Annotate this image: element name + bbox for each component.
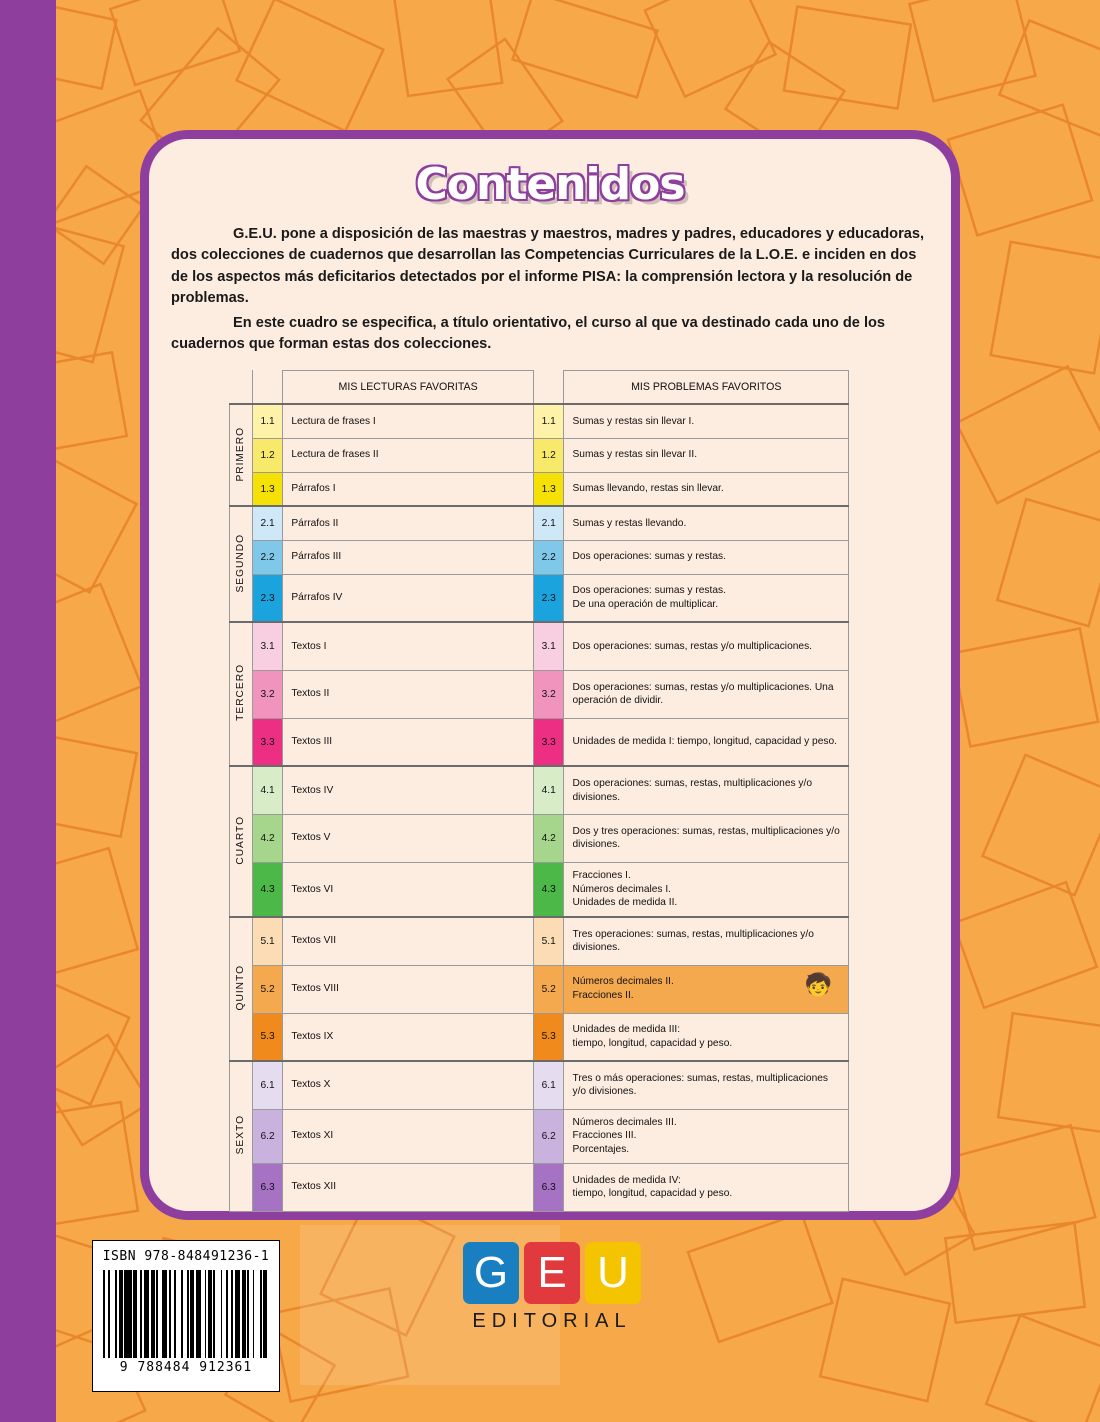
- problema-code: 4.3: [533, 862, 564, 917]
- problema-code: 6.2: [533, 1109, 564, 1163]
- table-row: [230, 404, 849, 438]
- problema-code: 2.1: [533, 506, 564, 540]
- problema-code: 4.1: [533, 766, 564, 814]
- barcode-number: 9 788484 912361: [119, 1360, 253, 1375]
- contents-table-body: [230, 404, 849, 1211]
- lectura-code: 6.1: [252, 1061, 283, 1109]
- publisher-logo: [452, 1242, 652, 1333]
- table-row: [230, 814, 849, 862]
- problema-code: 3.3: [533, 718, 564, 766]
- problema-code: 1.3: [533, 472, 564, 506]
- lectura-title: Textos XI: [283, 1109, 534, 1163]
- lectura-code: 2.2: [252, 540, 283, 574]
- course-label-tercero: TERCERO: [230, 622, 253, 766]
- table-row: [230, 1109, 849, 1163]
- contents-table-wrapper: [229, 370, 911, 1212]
- lectura-code: 5.3: [252, 1013, 283, 1061]
- lectura-title: Textos VII: [283, 917, 534, 965]
- problema-code: 4.2: [533, 814, 564, 862]
- lectura-code: 1.3: [252, 472, 283, 506]
- logo-subtitle: EDITORIAL: [472, 1310, 632, 1332]
- logo-letter-g: G: [463, 1242, 519, 1304]
- isbn-label: ISBN 978-848491236-1: [102, 1249, 270, 1264]
- lectura-code: 4.2: [252, 814, 283, 862]
- problema-code: 2.2: [533, 540, 564, 574]
- table-row: [230, 965, 849, 1013]
- intro-paragraph-2: En este cuadro se especifica, a título orientativo, el curso al que va destinado cada uno de los cuadernos que forman estas dos colecciones.: [171, 315, 886, 353]
- barcode-bars: [103, 1270, 269, 1358]
- course-label-segundo: SEGUNDO: [230, 506, 253, 622]
- problema-code: 6.3: [533, 1163, 564, 1211]
- problema-description: Dos y tres operaciones: sumas, restas, multiplicaciones y/o divisiones.: [564, 814, 849, 862]
- table-header-lecturas: MIS LECTURAS FAVORITAS: [283, 370, 534, 404]
- table-row: [230, 472, 849, 506]
- lectura-title: Textos II: [283, 670, 534, 718]
- lectura-title: Textos IV: [283, 766, 534, 814]
- lectura-code: 4.3: [252, 862, 283, 917]
- lectura-code: 5.1: [252, 917, 283, 965]
- problema-description: Números decimales II. Fracciones II. 🧒: [564, 965, 849, 1013]
- problema-description: Sumas y restas llevando.: [564, 506, 849, 540]
- problema-code: 3.2: [533, 670, 564, 718]
- lectura-title: Textos VI: [283, 862, 534, 917]
- problema-description: Dos operaciones: sumas y restas. De una operación de multiplicar.: [564, 574, 849, 622]
- lectura-code: 5.2: [252, 965, 283, 1013]
- problema-code: 2.3: [533, 574, 564, 622]
- lectura-code: 2.1: [252, 506, 283, 540]
- problema-code: 3.1: [533, 622, 564, 670]
- lectura-code: 6.3: [252, 1163, 283, 1211]
- table-row: [230, 622, 849, 670]
- table-row: [230, 438, 849, 472]
- lectura-title: Lectura de frases II: [283, 438, 534, 472]
- course-label-primero: PRIMERO: [230, 404, 253, 506]
- lectura-title: Textos X: [283, 1061, 534, 1109]
- table-row: [230, 574, 849, 622]
- problema-description: Dos operaciones: sumas y restas.: [564, 540, 849, 574]
- lectura-code: 2.3: [252, 574, 283, 622]
- table-row: [230, 1013, 849, 1061]
- problema-description: Unidades de medida IV: tiempo, longitud, capacidad y peso.: [564, 1163, 849, 1211]
- problema-description: Unidades de medida I: tiempo, longitud, capacidad y peso.: [564, 718, 849, 766]
- table-row: [230, 917, 849, 965]
- problema-code: 1.2: [533, 438, 564, 472]
- course-label-sexto: SEXTO: [230, 1061, 253, 1211]
- table-row: [230, 540, 849, 574]
- problema-description: Sumas y restas sin llevar I.: [564, 404, 849, 438]
- lectura-title: Textos III: [283, 718, 534, 766]
- course-label-quinto: QUINTO: [230, 917, 253, 1061]
- lectura-title: Párrafos II: [283, 506, 534, 540]
- lectura-code: 4.1: [252, 766, 283, 814]
- table-row: [230, 766, 849, 814]
- lectura-title: Textos XII: [283, 1163, 534, 1211]
- table-row: [230, 718, 849, 766]
- contents-card: [140, 130, 960, 1220]
- problema-code: 5.1: [533, 917, 564, 965]
- table-header-corner-3: [533, 370, 564, 404]
- lectura-title: Textos I: [283, 622, 534, 670]
- lectura-code: 1.2: [252, 438, 283, 472]
- child-figure-icon: 🧒: [804, 971, 832, 997]
- lectura-title: Textos VIII: [283, 965, 534, 1013]
- problema-description: Unidades de medida III: tiempo, longitud, capacidad y peso.: [564, 1013, 849, 1061]
- problema-code: 6.1: [533, 1061, 564, 1109]
- lectura-title: Textos IX: [283, 1013, 534, 1061]
- course-label-cuarto: CUARTO: [230, 766, 253, 917]
- lectura-title: Párrafos III: [283, 540, 534, 574]
- lectura-code: 6.2: [252, 1109, 283, 1163]
- page-title: Contenidos: [415, 159, 685, 210]
- contents-table: [229, 370, 849, 1212]
- problema-description: Dos operaciones: sumas, restas y/o multiplicaciones.: [564, 622, 849, 670]
- table-header-problemas: MIS PROBLEMAS FAVORITOS: [564, 370, 849, 404]
- isbn-barcode-box: [92, 1240, 280, 1392]
- lectura-title: Párrafos IV: [283, 574, 534, 622]
- table-row: [230, 506, 849, 540]
- problema-description: Fracciones I. Números decimales I. Unidades de medida II.: [564, 862, 849, 917]
- problema-description: Tres o más operaciones: sumas, restas, multiplicaciones y/o divisiones.: [564, 1061, 849, 1109]
- lectura-code: 3.3: [252, 718, 283, 766]
- logo-letters: [452, 1242, 652, 1304]
- table-row: [230, 862, 849, 917]
- lectura-title: Párrafos I: [283, 472, 534, 506]
- problema-code: 5.2: [533, 965, 564, 1013]
- problema-description: Tres operaciones: sumas, restas, multiplicaciones y/o divisiones.: [564, 917, 849, 965]
- left-purple-strip: [0, 0, 56, 1422]
- table-header-corner: [230, 370, 253, 404]
- problema-description: Sumas y restas sin llevar II.: [564, 438, 849, 472]
- problema-description: Sumas llevando, restas sin llevar.: [564, 472, 849, 506]
- problema-code: 1.1: [533, 404, 564, 438]
- problema-description: Dos operaciones: sumas, restas, multiplicaciones y/o divisiones.: [564, 766, 849, 814]
- lectura-code: 3.2: [252, 670, 283, 718]
- table-header-corner-2: [252, 370, 283, 404]
- logo-letter-u: U: [585, 1242, 641, 1304]
- logo-letter-e: E: [524, 1242, 580, 1304]
- lectura-title: Lectura de frases I: [283, 404, 534, 438]
- problema-code: 5.3: [533, 1013, 564, 1061]
- lectura-code: 3.1: [252, 622, 283, 670]
- problema-description: Dos operaciones: sumas, restas y/o multiplicaciones. Una operación de dividir.: [564, 670, 849, 718]
- problema-description: Números decimales III. Fracciones III. Porcentajes.: [564, 1109, 849, 1163]
- lectura-title: Textos V: [283, 814, 534, 862]
- lectura-code: 1.1: [252, 404, 283, 438]
- table-row: [230, 1061, 849, 1109]
- table-row: [230, 670, 849, 718]
- intro-paragraph-1: G.E.U. pone a disposición de las maestras y maestros, madres y padres, educadores y educadoras, dos colecciones de cuadernos que desarrollan las Competencias Curriculares de la L.O.E. e inciden en dos de los aspectos más deficitarios detectados por el informe PISA: la comprensión lectora y la resolución de problemas.: [171, 226, 925, 306]
- table-row: [230, 1163, 849, 1211]
